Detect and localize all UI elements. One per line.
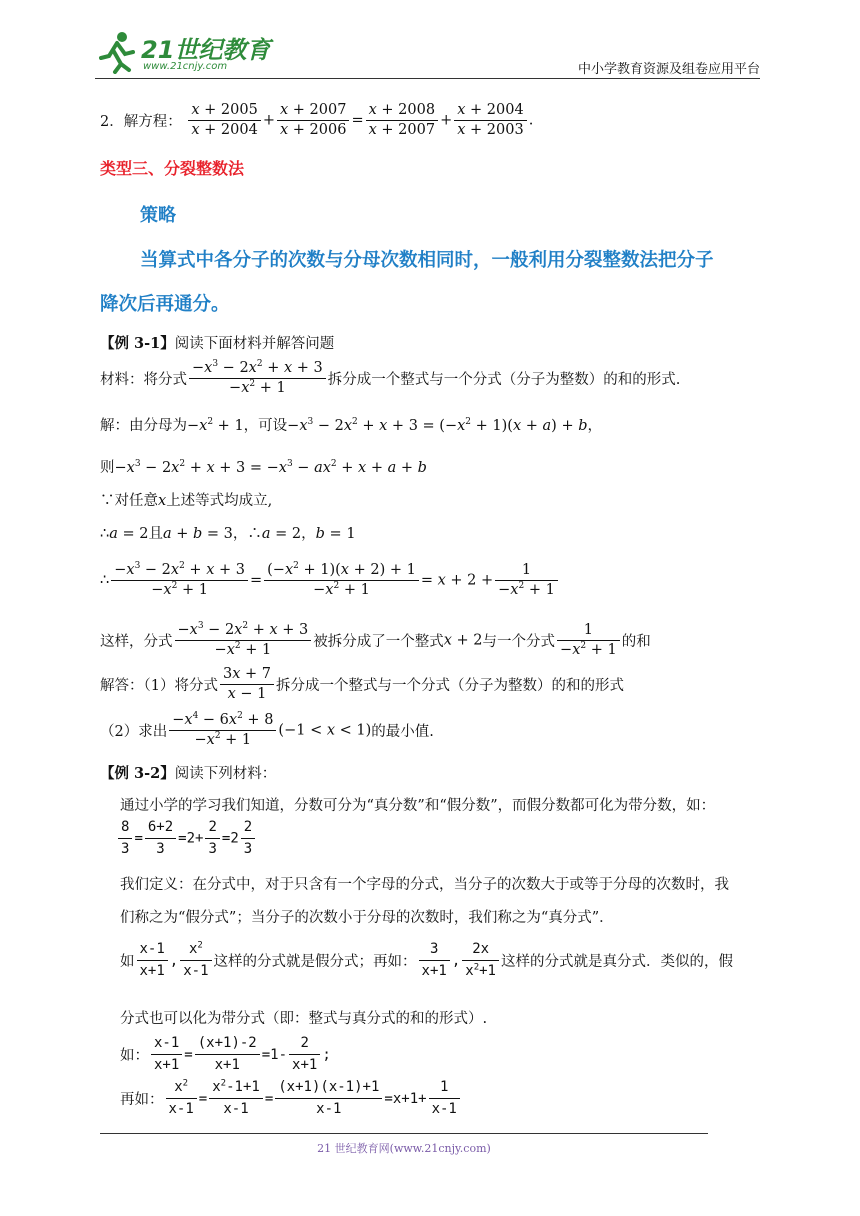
paragraph-1: 通过小学的学习我们知道，分数可分为“真分数”和“假分数”，而假分数都可化为带分数，如：	[120, 798, 716, 814]
logo-runner-icon	[95, 30, 139, 74]
fraction: $\frac{(x+1)-2}{x+1}$	[195, 1034, 260, 1075]
fraction: $\frac{2}{3}$	[241, 818, 255, 859]
conclusion-line: 这样，分式 $\frac{-x^3 - 2x^2 + x + 3}{-x^2 + 1}$ 被拆分成了一个整式x + 2与一个分式 $\frac{1}{-x^2 + 1}$ 的和	[100, 621, 651, 658]
mixed-number-example: $\frac{8}{3}$ = $\frac{6+2}{3}$ =2+ $\frac{2}{3}$ =2 $\frac{2}{3}$	[116, 818, 257, 859]
fraction: $\frac{x + 2005}{x + 2004}$	[188, 102, 260, 139]
fraction: $\frac{-x^3 - 2x^2 + x + 3}{-x^2 + 1}$	[111, 562, 248, 599]
logo-url: www.21cnjy.com	[143, 61, 228, 72]
paragraph-2a: 我们定义：在分式中，对于只含有一个字母的分式，当分子的次数大于或等于分母的次数时，我	[120, 877, 729, 893]
example-line-1: 如： $\frac{x-1}{x+1}$ = $\frac{(x+1)-2}{x+1}$ =1- $\frac{2}{x+1}$ ;	[120, 1035, 331, 1073]
logo-text: 21世纪教育	[141, 36, 271, 64]
footer-divider	[100, 1133, 708, 1134]
example-intro: 阅读下面材料并解答问题	[174, 336, 335, 352]
example-tag: 【例 3-1】	[100, 335, 175, 352]
strategy-label: 策略	[140, 205, 176, 226]
fraction: $\frac{x^2}{x-1}$	[166, 1078, 197, 1119]
strategy-line-1: 当算式中各分子的次数与分母次数相同时，一般利用分裂整数法把分子	[140, 250, 714, 271]
fraction: $\frac{2x}{x^2+1}$	[462, 940, 499, 981]
example-3-1-heading	[100, 332, 334, 353]
fraction: $\frac{x + 2007}{x + 2006}$	[277, 102, 349, 139]
fraction: $\frac{x-1}{x+1}$	[151, 1034, 182, 1075]
fraction: $\frac{1}{-x^2 + 1}$	[495, 562, 558, 599]
example-intro: 阅读下列材料：	[174, 766, 277, 782]
fraction: $\frac{x^2}{x-1}$	[180, 940, 211, 981]
fraction: $\frac{(x+1)(x-1)+1}{x-1}$	[275, 1078, 382, 1119]
fraction: $\frac{2}{x+1}$	[289, 1034, 320, 1075]
fraction: $\frac{1}{x-1}$	[429, 1078, 460, 1119]
fraction: $\frac{1}{-x^2 + 1}$	[557, 622, 620, 659]
section-title: 类型三、分裂整数法	[100, 159, 245, 178]
fraction: $\frac{8}{3}$	[118, 818, 132, 859]
fraction: $\frac{-x^3 - 2x^2 + x + 3}{-x^2 + 1}$	[175, 622, 312, 659]
since-line: ∵对任意x上述等式均成立,	[100, 493, 273, 509]
paragraph-3: 如 $\frac{x-1}{x+1}$ , $\frac{x^2}{x-1}$ 这样的分式就是假分式；再如： $\frac{3}{x+1}$ , $\frac{2x}{x^2+1}$ 这样的分式就是真分式．类似的，假	[120, 940, 733, 979]
answer-line-2: （2）求出 $\frac{-x^4 - 6x^2 + 8}{-x^2 + 1}$ (−1 < x < 1)的最小值.	[100, 711, 434, 748]
footer-text: 21 世纪教育网(www.21cnjy.com)	[317, 1142, 491, 1155]
fraction: $\frac{x + 2008}{x + 2007}$	[366, 102, 438, 139]
fraction: $\frac{-x^4 - 6x^2 + 8}{-x^2 + 1}$	[169, 712, 276, 749]
example-tag: 【例 3-2】	[100, 765, 175, 782]
example-line-2: 再如： $\frac{x^2}{x-1}$ = $\frac{x^2-1+1}{x-1}$ = $\frac{(x+1)(x-1)+1}{x-1}$ =x+1+ $\frac{1}{x-1}$	[120, 1078, 462, 1119]
problem-label: 2．解方程：	[100, 114, 182, 130]
material-line: 材料：将分式 $\frac{-x^3 - 2x^2 + x + 3}{-x^2 + 1}$ 拆分成一个整式与一个分式（分子为整数）的和的形式.	[100, 359, 681, 396]
answer-line-1: 解答：（1）将分式 $\frac{3x + 7}{x - 1}$ 拆分成一个整式与一个分式（分子为整数）的和的形式	[100, 666, 624, 702]
fraction: $\frac{2}{3}$	[205, 818, 219, 859]
header	[95, 28, 760, 78]
paragraph-2b: 们称之为“假分式”；当分子的次数小于分母的次数时，我们称之为“真分式”．	[120, 910, 614, 926]
therefore-line-1: ∴a = 2且a + b = 3，∴a = 2，b = 1	[100, 526, 356, 542]
fraction: $\frac{6+2}{3}$	[145, 818, 176, 859]
paragraph-4: 分式也可以化为带分式（即：整式与真分式的和的形式）.	[120, 1011, 488, 1027]
fraction: $\frac{x + 2004}{x + 2003}$	[454, 102, 526, 139]
therefore-line-2: ∴ $\frac{-x^3 - 2x^2 + x + 3}{-x^2 + 1}$ = $\frac{(-x^2 + 1)(x + 2) + 1}{-x^2 + 1}$ = x + 2 + $\frac{1}{-x^2 + 1}$	[100, 562, 560, 599]
fraction: $\frac{3x + 7}{x - 1}$	[220, 666, 274, 703]
example-3-2-heading	[100, 762, 276, 783]
strategy-line-2: 降次后再通分。	[100, 294, 230, 315]
then-line: 则$-x^3 - 2x^2 + x + 3 = -x^3 - ax^2 + x + a + b$	[100, 459, 427, 476]
fraction: $\frac{x-1}{x+1}$	[137, 940, 168, 981]
platform-name: 中小学教育资源及组卷应用平台	[577, 62, 760, 77]
fraction: $\frac{x^2-1+1}{x-1}$	[209, 1078, 263, 1119]
solution-line: 解：由分母为$-x^2 + 1$，可设$-x^3 - 2x^2 + x + 3 = (-x^2 + 1)(x + a) + b$，	[100, 417, 602, 434]
header-divider	[95, 78, 760, 79]
problem-2: 2．解方程： $\frac{x + 2005}{x + 2004}$ + $\frac{x + 2007}{x + 2006}$ = $\frac{x + 2008}{x + 2007}$ + $\frac{x + 2004}{x + 2003}$ .	[100, 102, 534, 138]
fraction: $\frac{(-x^2 + 1)(x + 2) + 1}{-x^2 + 1}$	[264, 562, 419, 599]
fraction: $\frac{3}{x+1}$	[419, 940, 450, 981]
fraction: $\frac{-x^3 - 2x^2 + x + 3}{-x^2 + 1}$	[189, 360, 326, 397]
